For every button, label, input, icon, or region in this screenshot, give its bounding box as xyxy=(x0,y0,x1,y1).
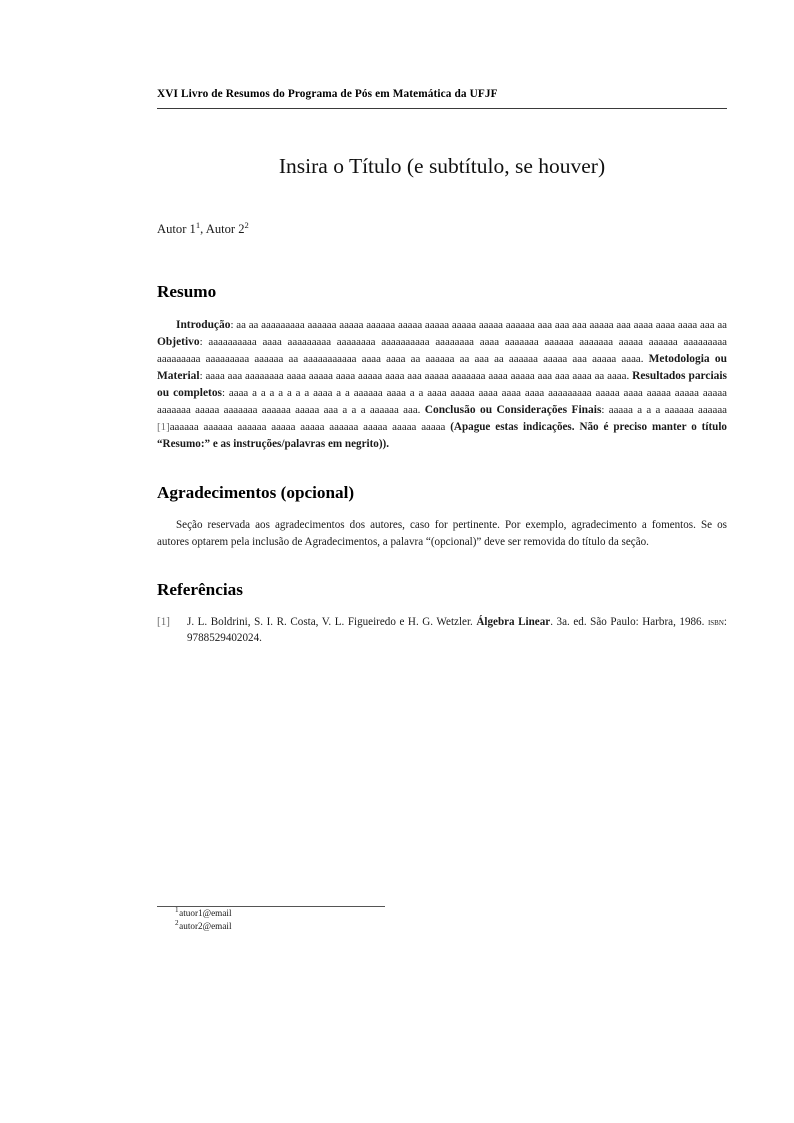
section-heading-referencias: Referências xyxy=(157,579,243,599)
bibliography-marker[interactable]: [1] xyxy=(157,615,170,628)
citation-link-1[interactable]: [1] xyxy=(157,421,170,434)
resumo-closing-note: (Apague estas indicações. Não é preciso manter o título “Resumo:” e as instruções/palavras em negrito)). xyxy=(157,421,727,450)
page-title: Insira o Título (e subtítulo, se houver) xyxy=(278,153,606,178)
bibliography-entry-text xyxy=(187,615,727,647)
label-metodologia: Metodologia ou Material xyxy=(157,352,727,382)
author-1-name: Autor 1 xyxy=(157,222,196,237)
footnote-2-text: autor2@email xyxy=(179,921,232,932)
page-content xyxy=(157,0,727,646)
text-after-resultados: : aaaa a a a a a a a aaaa a a aaaaaa aaaa a a aaaa aaaaa aaaa aaaa aaaa aaaaaaaaa aaaaa aaaa aaaaa aaaaa aaaaa aaaaaaa aaaaa aaaaaaa aaaaaa aaaaa aaa a a a aaaaaa aaa. xyxy=(157,387,727,417)
text-after-conclusao: : aaaaa a a a aaaaaa aaaaaa xyxy=(601,404,727,417)
footnote-1-mark: 1 xyxy=(175,905,179,914)
bibliography-isbn-value: : 9788529402024. xyxy=(187,615,727,644)
label-conclusao: Conclusão ou Considerações Finais xyxy=(424,404,602,417)
bibliography-list xyxy=(157,615,727,647)
label-introducao: Introdução xyxy=(176,318,231,331)
author-2-footnote-mark[interactable]: 2 xyxy=(244,220,249,231)
text-after-citation: aaaaaa aaaaaa aaaaaa aaaaa aaaaa aaaaaa aaaaa aaaaa aaaaa xyxy=(169,421,451,434)
author-separator: , xyxy=(200,222,206,237)
footnote-2-mark: 2 xyxy=(175,919,179,927)
footnote-2 xyxy=(157,920,727,933)
author-line xyxy=(157,221,727,237)
bibliography-edition: . 3a. ed. São Paulo: Harbra, 1986. xyxy=(550,615,708,628)
bibliography-isbn-label: isbn xyxy=(707,616,724,628)
label-resultados: Resultados parciais ou completos xyxy=(157,369,728,400)
footnote-1 xyxy=(157,907,727,920)
resumo-paragraph xyxy=(157,317,727,453)
footnote-area xyxy=(157,906,727,933)
running-header: XVI Livro de Resumos do Programa de Pós em Matemática da UFJF xyxy=(157,88,498,100)
text-after-metodologia: : aaaa aaa aaaaaaaa aaaa aaaaa aaaa aaaaa aaaa aaa aaaaa aaaaaaa aaaa aaaaa aaa aaa aaaa aa aaaa. xyxy=(199,369,633,382)
section-heading-agradecimentos: Agradecimentos (opcional) xyxy=(157,482,355,502)
section-heading-resumo: Resumo xyxy=(157,281,217,301)
agradecimentos-paragraph: Seção reservada aos agradecimentos dos autores, caso for pertinente. Por exemplo, agradecimento a fomentos. Se os autores optarem pela inclusão de Agradecimentos, a palavra “(opcional)” deve ser removida do título da seção. xyxy=(157,519,727,548)
footnote-1-text: atuor1@email xyxy=(179,908,232,918)
bibliography-authors: J. L. Boldrini, S. I. R. Costa, V. L. Figueiredo e H. G. Wetzler. xyxy=(187,615,477,628)
bibliography-item xyxy=(157,615,727,647)
header-rule xyxy=(157,108,727,109)
author-2-name: Autor 2 xyxy=(205,222,245,237)
text-after-introducao: : aa aa aaaaaaaaa aaaaaa aaaaa aaaaaa aaaaa aaaaa aaaaa aaaaa aaaaaa aaa aaa aaa aaaaa aaa aaaa aaaa aaaa aaa aa xyxy=(230,318,727,331)
bibliography-book-title: Álgebra Linear xyxy=(476,615,551,628)
label-objetivo: Objetivo xyxy=(157,335,200,348)
text-after-objetivo: : aaaaaaaaaa aaaa aaaaaaaaa aaaaaaaa aaaaaaaaaa aaaaaaaa aaaa aaaaaaa aaaaaa aaaaaaa aaaaa aaaaaa aaaaaaaaa aaaaaaaaa aaaaaaaaa aaaaaa aa aaaaaaaaaaa aaaa aaaa aa aaaaaa aa aaa aa aaaaaa aaaaa aaa aaaaa aaaa. xyxy=(157,335,727,365)
author-1-footnote-mark[interactable]: 1 xyxy=(195,220,201,231)
